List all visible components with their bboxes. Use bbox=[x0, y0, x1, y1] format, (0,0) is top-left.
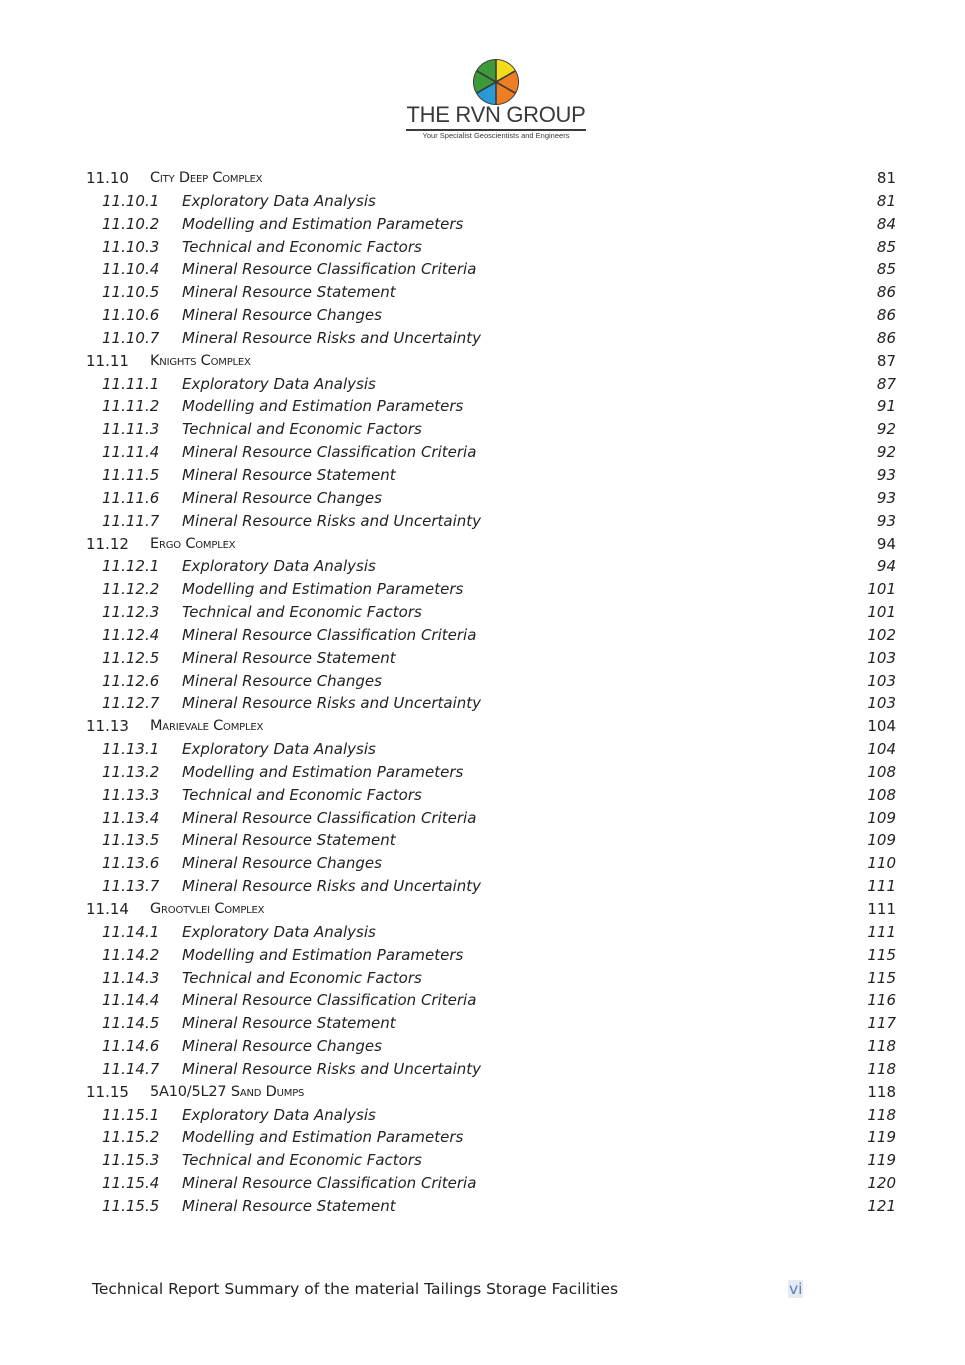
toc-num: 11.10.5 bbox=[102, 283, 160, 302]
toc-page: 118 bbox=[867, 1059, 896, 1078]
toc-num: 11.10.6 bbox=[102, 306, 160, 325]
toc-title: Mineral Resource Changes bbox=[182, 306, 382, 325]
toc-title: Modelling and Estimation Parameters bbox=[182, 945, 464, 964]
toc-num: 11.14.7 bbox=[102, 1059, 160, 1078]
toc-page: 120 bbox=[867, 1174, 896, 1193]
toc-subsection-row[interactable] bbox=[86, 304, 896, 327]
toc-subsection-row[interactable] bbox=[86, 418, 896, 441]
toc-section-row[interactable] bbox=[86, 350, 896, 373]
toc-title: Technical and Economic Factors bbox=[182, 968, 422, 987]
toc-subsection-row[interactable] bbox=[86, 944, 896, 967]
toc-title: Knights Complex bbox=[150, 352, 251, 369]
toc-page: 85 bbox=[876, 260, 896, 279]
toc-page: 104 bbox=[867, 717, 896, 736]
toc-num: 11.12.7 bbox=[102, 694, 160, 713]
toc-num: 11.12.6 bbox=[102, 671, 160, 690]
toc-page: 118 bbox=[867, 1105, 896, 1124]
toc-num: 11.13.3 bbox=[102, 785, 160, 804]
toc-num: 11.13.6 bbox=[102, 854, 160, 873]
toc-num: 11.15.2 bbox=[102, 1128, 160, 1147]
toc-num: 11.11.1 bbox=[102, 374, 160, 393]
toc-title: Mineral Resource Statement bbox=[182, 465, 396, 484]
toc-title: Technical and Economic Factors bbox=[182, 1151, 422, 1170]
toc-title: Mineral Resource Changes bbox=[182, 854, 382, 873]
toc-subsection-row[interactable] bbox=[86, 1149, 896, 1172]
toc-subsection-row[interactable] bbox=[86, 281, 896, 304]
toc-title: Exploratory Data Analysis bbox=[182, 374, 376, 393]
toc-page: 93 bbox=[876, 511, 896, 530]
toc-page: 101 bbox=[867, 580, 896, 599]
toc-page: 91 bbox=[876, 397, 896, 416]
toc-title: Ergo Complex bbox=[150, 535, 236, 552]
toc-page: 92 bbox=[876, 420, 896, 439]
toc-num: 11.10.7 bbox=[102, 328, 160, 347]
logo-pie-icon bbox=[472, 58, 520, 106]
toc-title: Mineral Resource Risks and Uncertainty bbox=[182, 694, 481, 713]
toc-subsection-row[interactable] bbox=[86, 555, 896, 578]
toc-num: 11.10.2 bbox=[102, 214, 160, 233]
toc-section-row[interactable] bbox=[86, 1081, 896, 1104]
toc-num: 11.12.2 bbox=[102, 580, 160, 599]
toc-title: Exploratory Data Analysis bbox=[182, 557, 376, 576]
toc-title: Mineral Resource Classification Criteria bbox=[182, 260, 477, 279]
toc-page: 93 bbox=[876, 465, 896, 484]
toc-num: 11.14.5 bbox=[102, 1014, 160, 1033]
toc-subsection-row[interactable] bbox=[86, 258, 896, 281]
toc-page: 101 bbox=[867, 603, 896, 622]
toc-subsection-row[interactable] bbox=[86, 989, 896, 1012]
toc-title: Mineral Resource Changes bbox=[182, 671, 382, 690]
toc-page: 81 bbox=[876, 191, 896, 210]
toc-subsection-row[interactable] bbox=[86, 1104, 896, 1127]
toc-title: Mineral Resource Classification Criteria bbox=[182, 1174, 477, 1193]
toc-num: 11.10.4 bbox=[102, 260, 160, 279]
toc-num: 11.11.4 bbox=[102, 443, 160, 462]
toc-num: 11.13.5 bbox=[102, 831, 160, 850]
toc-title: Modelling and Estimation Parameters bbox=[182, 762, 464, 781]
toc-title: 5A10/5L27 Sand Dumps bbox=[150, 1083, 305, 1100]
toc-subsection-row[interactable] bbox=[86, 510, 896, 533]
toc-page: 81 bbox=[876, 169, 896, 187]
toc-title: Technical and Economic Factors bbox=[182, 603, 422, 622]
toc-title: Mineral Resource Changes bbox=[182, 488, 382, 507]
toc-title: Mineral Resource Risks and Uncertainty bbox=[182, 511, 481, 530]
toc-page: 108 bbox=[867, 785, 896, 804]
toc-page: 121 bbox=[867, 1196, 896, 1215]
toc-title: City Deep Complex bbox=[150, 170, 263, 186]
toc-page: 85 bbox=[876, 237, 896, 256]
toc-num: 11.15.5 bbox=[102, 1196, 160, 1215]
toc-section-row[interactable] bbox=[86, 167, 896, 190]
toc-subsection-row[interactable] bbox=[86, 327, 896, 350]
toc-title: Modelling and Estimation Parameters bbox=[182, 580, 464, 599]
toc-page: 117 bbox=[867, 1014, 896, 1033]
toc-subsection-row[interactable] bbox=[86, 784, 896, 807]
toc-title: Exploratory Data Analysis bbox=[182, 191, 376, 210]
toc-title: Mineral Resource Risks and Uncertainty bbox=[182, 1059, 481, 1078]
toc-subsection-row[interactable] bbox=[86, 921, 896, 944]
toc-section-row[interactable] bbox=[86, 533, 896, 556]
toc-title: Technical and Economic Factors bbox=[182, 785, 422, 804]
toc-num: 11.15 bbox=[86, 1082, 129, 1101]
toc-subsection-row[interactable] bbox=[86, 807, 896, 830]
toc-page: 116 bbox=[867, 991, 896, 1010]
toc-title: Modelling and Estimation Parameters bbox=[182, 1128, 464, 1147]
toc-subsection-row[interactable] bbox=[86, 1195, 896, 1218]
toc-subsection-row[interactable] bbox=[86, 670, 896, 693]
toc-num: 11.11.5 bbox=[102, 465, 160, 484]
toc-title: Marievale Complex bbox=[150, 718, 264, 735]
toc-page: 111 bbox=[867, 877, 896, 896]
toc-page: 86 bbox=[876, 283, 896, 302]
toc-title: Technical and Economic Factors bbox=[182, 420, 422, 439]
toc-page: 115 bbox=[867, 945, 896, 964]
toc-title: Modelling and Estimation Parameters bbox=[182, 397, 464, 416]
toc-page: 94 bbox=[876, 534, 896, 553]
toc-page: 104 bbox=[867, 740, 896, 759]
toc-page: 119 bbox=[867, 1151, 896, 1170]
toc-title: Exploratory Data Analysis bbox=[182, 1105, 376, 1124]
toc-num: 11.12 bbox=[86, 534, 129, 553]
table-of-contents bbox=[86, 167, 896, 1218]
toc-page: 103 bbox=[867, 648, 896, 667]
toc-subsection-row[interactable] bbox=[86, 601, 896, 624]
toc-num: 11.13.2 bbox=[102, 762, 160, 781]
toc-title: Mineral Resource Classification Criteria bbox=[182, 808, 477, 827]
toc-title: Mineral Resource Statement bbox=[182, 648, 396, 667]
toc-title: Mineral Resource Changes bbox=[182, 1037, 382, 1056]
toc-num: 11.15.1 bbox=[102, 1105, 160, 1124]
company-logo bbox=[404, 58, 588, 144]
toc-title: Mineral Resource Statement bbox=[182, 831, 396, 850]
toc-page: 109 bbox=[867, 808, 896, 827]
toc-page: 119 bbox=[867, 1128, 896, 1147]
toc-title: Mineral Resource Risks and Uncertainty bbox=[182, 877, 481, 896]
toc-num: 11.13 bbox=[86, 717, 129, 736]
toc-subsection-row[interactable] bbox=[86, 1058, 896, 1081]
toc-num: 11.10 bbox=[86, 169, 129, 187]
toc-num: 11.10.1 bbox=[102, 191, 160, 210]
toc-title: Mineral Resource Statement bbox=[182, 1014, 396, 1033]
toc-num: 11.15.3 bbox=[102, 1151, 160, 1170]
toc-num: 11.14.2 bbox=[102, 945, 160, 964]
toc-page: 108 bbox=[867, 762, 896, 781]
toc-num: 11.14.3 bbox=[102, 968, 160, 987]
toc-title: Mineral Resource Statement bbox=[182, 283, 396, 302]
toc-subsection-row[interactable] bbox=[86, 190, 896, 213]
toc-page: 86 bbox=[876, 328, 896, 347]
toc-subsection-row[interactable] bbox=[86, 578, 896, 601]
toc-subsection-row[interactable] bbox=[86, 852, 896, 875]
toc-subsection-row[interactable] bbox=[86, 829, 896, 852]
toc-subsection-row[interactable] bbox=[86, 464, 896, 487]
toc-subsection-row[interactable] bbox=[86, 373, 896, 396]
toc-subsection-row[interactable] bbox=[86, 1126, 896, 1149]
toc-subsection-row[interactable] bbox=[86, 1035, 896, 1058]
toc-page: 102 bbox=[867, 625, 896, 644]
toc-page: 84 bbox=[876, 214, 896, 233]
toc-page: 103 bbox=[867, 671, 896, 690]
toc-subsection-row[interactable] bbox=[86, 441, 896, 464]
toc-subsection-row[interactable] bbox=[86, 692, 896, 715]
toc-subsection-row[interactable] bbox=[86, 875, 896, 898]
toc-page: 87 bbox=[876, 351, 896, 370]
toc-page: 103 bbox=[867, 694, 896, 713]
toc-num: 11.13.7 bbox=[102, 877, 160, 896]
toc-subsection-row[interactable] bbox=[86, 647, 896, 670]
toc-title: Technical and Economic Factors bbox=[182, 237, 422, 256]
toc-section-row[interactable] bbox=[86, 715, 896, 738]
toc-num: 11.15.4 bbox=[102, 1174, 160, 1193]
toc-title: Mineral Resource Statement bbox=[182, 1196, 396, 1215]
toc-subsection-row[interactable] bbox=[86, 1012, 896, 1035]
toc-subsection-row[interactable] bbox=[86, 624, 896, 647]
toc-num: 11.10.3 bbox=[102, 237, 160, 256]
toc-subsection-row[interactable] bbox=[86, 967, 896, 990]
toc-subsection-row[interactable] bbox=[86, 761, 896, 784]
toc-title: Modelling and Estimation Parameters bbox=[182, 214, 464, 233]
toc-num: 11.11 bbox=[86, 351, 129, 370]
toc-page: 93 bbox=[876, 488, 896, 507]
toc-subsection-row[interactable] bbox=[86, 487, 896, 510]
toc-num: 11.14.4 bbox=[102, 991, 160, 1010]
logo-wordmark: THE RVN GROUP bbox=[406, 102, 586, 127]
toc-subsection-row[interactable] bbox=[86, 236, 896, 259]
toc-num: 11.11.2 bbox=[102, 397, 160, 416]
toc-num: 11.13.1 bbox=[102, 740, 160, 759]
toc-title: Mineral Resource Classification Criteria bbox=[182, 991, 477, 1010]
toc-page: 118 bbox=[867, 1037, 896, 1056]
toc-num: 11.11.7 bbox=[102, 511, 160, 530]
toc-title: Mineral Resource Classification Criteria bbox=[182, 443, 477, 462]
toc-num: 11.14 bbox=[86, 900, 129, 918]
toc-title: Mineral Resource Classification Criteria bbox=[182, 625, 477, 644]
toc-num: 11.11.3 bbox=[102, 420, 160, 439]
toc-page: 109 bbox=[867, 831, 896, 850]
toc-subsection-row[interactable] bbox=[86, 738, 896, 761]
toc-subsection-row[interactable] bbox=[86, 1172, 896, 1195]
toc-num: 11.12.3 bbox=[102, 603, 160, 622]
toc-page: 111 bbox=[867, 900, 896, 918]
toc-page: 111 bbox=[867, 922, 896, 941]
toc-page: 118 bbox=[867, 1082, 896, 1101]
toc-title: Mineral Resource Risks and Uncertainty bbox=[182, 328, 481, 347]
toc-num: 11.14.6 bbox=[102, 1037, 160, 1056]
toc-subsection-row[interactable] bbox=[86, 395, 896, 418]
footer-text: Technical Report Summary of the material Tailings Storage Facilities bbox=[92, 1280, 619, 1298]
toc-page: 87 bbox=[876, 374, 896, 393]
toc-num: 11.12.1 bbox=[102, 557, 160, 576]
toc-page: 94 bbox=[876, 557, 896, 576]
toc-page: 86 bbox=[876, 306, 896, 325]
toc-subsection-row[interactable] bbox=[86, 213, 896, 236]
toc-page: 110 bbox=[867, 854, 896, 873]
toc-page: 115 bbox=[867, 968, 896, 987]
toc-num: 11.14.1 bbox=[102, 922, 160, 941]
toc-num: 11.11.6 bbox=[102, 488, 160, 507]
toc-title: Exploratory Data Analysis bbox=[182, 922, 376, 941]
toc-section-row[interactable] bbox=[86, 898, 896, 921]
toc-title: Exploratory Data Analysis bbox=[182, 740, 376, 759]
toc-page: 92 bbox=[876, 443, 896, 462]
toc-num: 11.12.4 bbox=[102, 625, 160, 644]
toc-num: 11.12.5 bbox=[102, 648, 160, 667]
toc-num: 11.13.4 bbox=[102, 808, 160, 827]
logo-tagline: Your Specialist Geoscientists and Engineers bbox=[422, 131, 570, 140]
toc-title: Grootvlei Complex bbox=[150, 901, 265, 917]
page-number: vi bbox=[789, 1280, 803, 1298]
